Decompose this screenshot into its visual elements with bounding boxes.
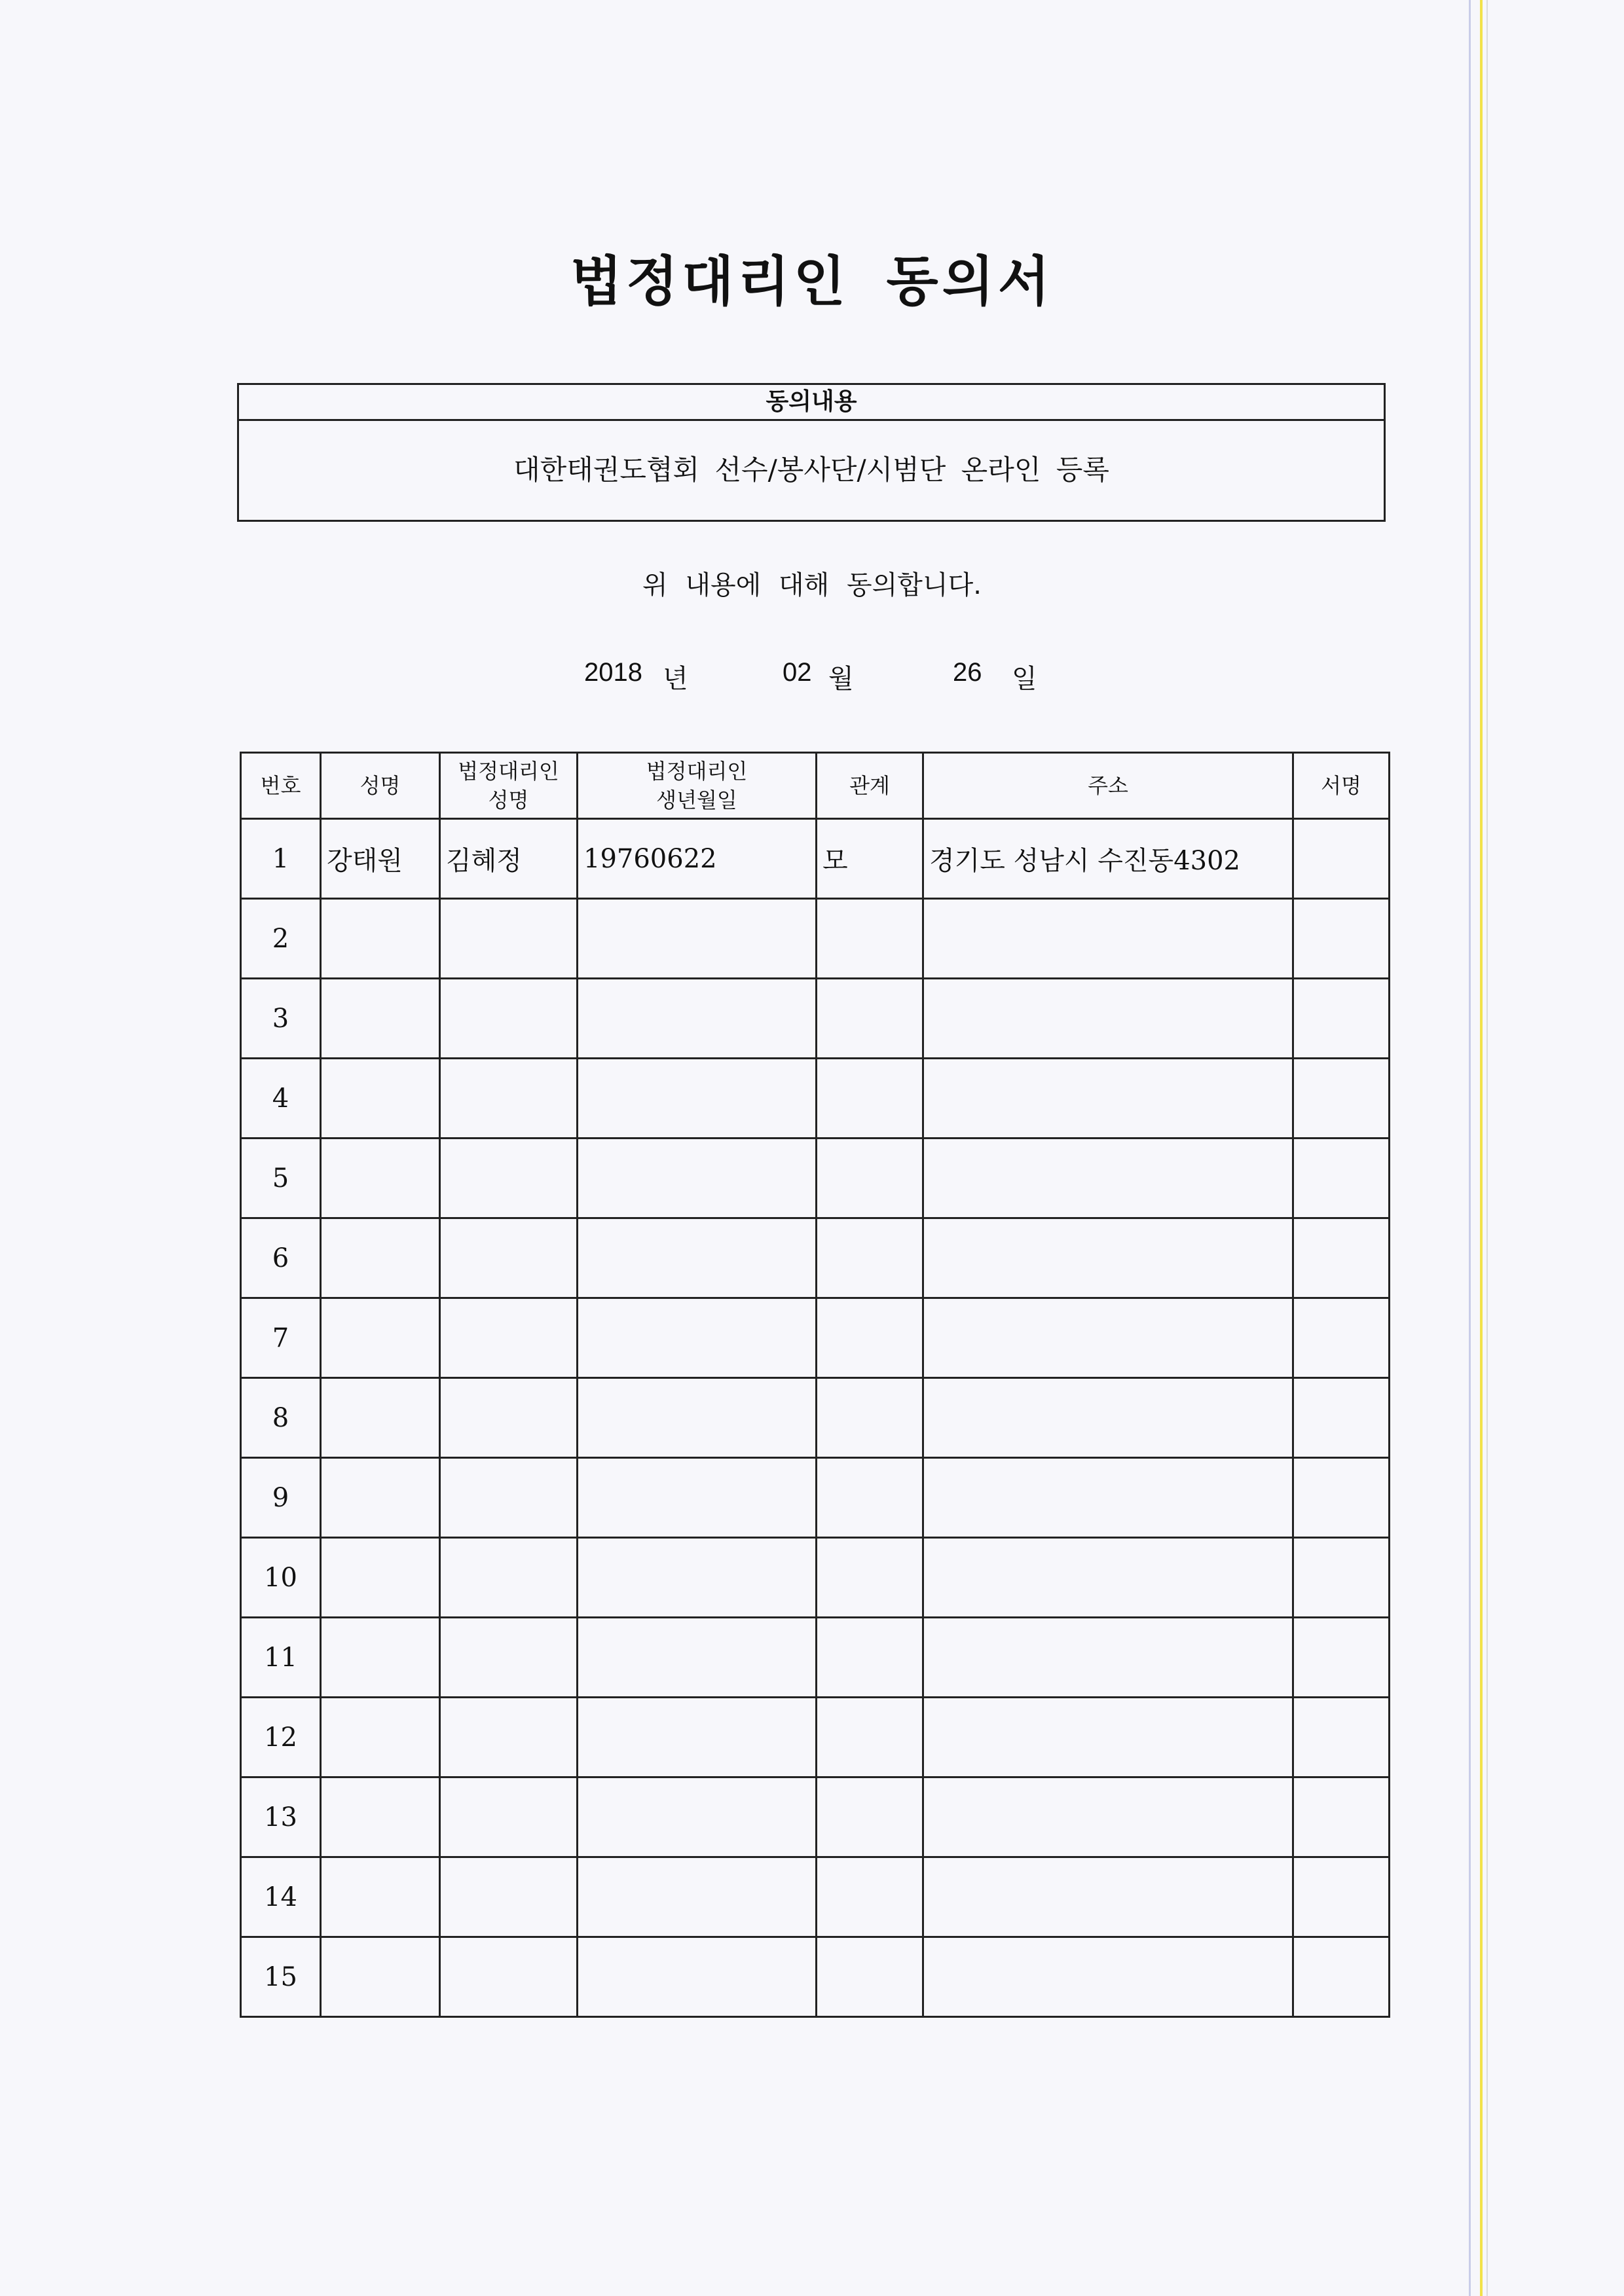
header-no: 번호 xyxy=(241,753,321,819)
cell-signature xyxy=(1293,1378,1390,1458)
cell-guardian-birth xyxy=(578,1458,817,1538)
cell-address xyxy=(923,1298,1293,1378)
cell-address xyxy=(923,1857,1293,1937)
guardian-roster-table xyxy=(240,752,1390,2018)
cell-address xyxy=(923,1139,1293,1218)
cell-relation xyxy=(817,1618,923,1698)
cell-no: 14 xyxy=(241,1857,321,1937)
cell-guardian-name xyxy=(440,1059,578,1139)
header-guardian-birth-line2: 생년월일 xyxy=(656,788,737,812)
header-signature: 서명 xyxy=(1293,753,1390,819)
cell-guardian-birth xyxy=(578,1698,817,1777)
cell-name xyxy=(321,979,440,1059)
header-name: 성명 xyxy=(321,753,440,819)
table-row xyxy=(241,1378,1390,1458)
cell-signature xyxy=(1293,899,1390,979)
document-title: 법정대리인 동의서 xyxy=(570,250,1054,313)
cell-address: 경기도 성남시 수진동4302 xyxy=(923,819,1293,899)
cell-name xyxy=(321,1698,440,1777)
cell-name xyxy=(321,899,440,979)
cell-guardian-name xyxy=(440,1538,578,1618)
cell-guardian-name xyxy=(440,1937,578,2017)
cell-address xyxy=(923,1777,1293,1857)
table-row xyxy=(241,1298,1390,1378)
table-row xyxy=(241,1538,1390,1618)
cell-relation xyxy=(817,899,923,979)
cell-relation xyxy=(817,1458,923,1538)
cell-signature xyxy=(1293,979,1390,1059)
cell-name xyxy=(321,1857,440,1937)
cell-no: 15 xyxy=(241,1937,321,2017)
date-year: 2018 xyxy=(584,658,642,687)
cell-name xyxy=(321,1059,440,1139)
cell-guardian-name xyxy=(440,1618,578,1698)
cell-name xyxy=(321,1538,440,1618)
date-year-unit: 년 xyxy=(663,665,688,693)
cell-address xyxy=(923,1538,1293,1618)
cell-no: 13 xyxy=(241,1777,321,1857)
table-row xyxy=(241,1139,1390,1218)
cell-guardian-birth xyxy=(578,979,817,1059)
cell-signature xyxy=(1293,1298,1390,1378)
date-month: 02 xyxy=(783,658,812,687)
cell-relation xyxy=(817,1777,923,1857)
cell-address xyxy=(923,1378,1293,1458)
cell-signature xyxy=(1293,1538,1390,1618)
cell-guardian-birth xyxy=(578,1777,817,1857)
cell-guardian-birth xyxy=(578,1618,817,1698)
cell-signature xyxy=(1293,1698,1390,1777)
table-row xyxy=(241,1777,1390,1857)
cell-address xyxy=(923,1618,1293,1698)
cell-guardian-name xyxy=(440,1139,578,1218)
header-guardian-name xyxy=(440,753,578,819)
cell-signature xyxy=(1293,1059,1390,1139)
cell-address xyxy=(923,1937,1293,2017)
scan-edge-line xyxy=(1469,0,1471,2296)
scan-edge-line xyxy=(1486,0,1488,2296)
cell-guardian-name xyxy=(440,1698,578,1777)
cell-signature xyxy=(1293,1857,1390,1937)
cell-name xyxy=(321,1458,440,1538)
cell-name xyxy=(321,1218,440,1298)
cell-relation xyxy=(817,1538,923,1618)
cell-guardian-name xyxy=(440,1298,578,1378)
cell-relation: 모 xyxy=(817,819,923,899)
cell-address xyxy=(923,1458,1293,1538)
cell-no: 12 xyxy=(241,1698,321,1777)
table-row xyxy=(241,819,1390,899)
cell-no: 3 xyxy=(241,979,321,1059)
cell-no: 1 xyxy=(241,819,321,899)
cell-guardian-name xyxy=(440,1857,578,1937)
cell-guardian-name xyxy=(440,1218,578,1298)
cell-guardian-birth xyxy=(578,1857,817,1937)
table-row xyxy=(241,979,1390,1059)
header-guardian-name-line2: 성명 xyxy=(488,788,529,812)
header-address: 주소 xyxy=(923,753,1293,819)
consent-header: 동의내용 xyxy=(239,385,1384,421)
table-header-row xyxy=(241,753,1390,819)
cell-guardian-birth xyxy=(578,899,817,979)
agreement-statement: 위 내용에 대해 동의합니다. xyxy=(642,570,982,600)
date-line xyxy=(0,658,1624,697)
cell-guardian-name xyxy=(440,1378,578,1458)
date-day-unit: 일 xyxy=(1012,665,1037,693)
cell-relation xyxy=(817,1298,923,1378)
date-day: 26 xyxy=(953,658,982,687)
cell-no: 5 xyxy=(241,1139,321,1218)
cell-guardian-name xyxy=(440,1777,578,1857)
cell-name xyxy=(321,1298,440,1378)
header-relation: 관계 xyxy=(817,753,923,819)
table-row xyxy=(241,899,1390,979)
cell-relation xyxy=(817,979,923,1059)
cell-guardian-name xyxy=(440,979,578,1059)
cell-no: 8 xyxy=(241,1378,321,1458)
cell-no: 7 xyxy=(241,1298,321,1378)
cell-relation xyxy=(817,1218,923,1298)
header-guardian-birth-line1: 법정대리인 xyxy=(646,759,748,784)
cell-no: 10 xyxy=(241,1538,321,1618)
cell-guardian-birth: 19760622 xyxy=(578,819,817,899)
table-row xyxy=(241,1937,1390,2017)
scan-edge-line xyxy=(1480,0,1483,2296)
cell-name xyxy=(321,1378,440,1458)
cell-signature xyxy=(1293,1777,1390,1857)
cell-signature xyxy=(1293,819,1390,899)
consent-body: 대한태권도협회 선수/봉사단/시범단 온라인 등록 xyxy=(513,454,1109,486)
cell-guardian-name xyxy=(440,899,578,979)
cell-name: 강태원 xyxy=(321,819,440,899)
cell-guardian-birth xyxy=(578,1937,817,2017)
cell-guardian-birth xyxy=(578,1139,817,1218)
cell-address xyxy=(923,1218,1293,1298)
table-row xyxy=(241,1857,1390,1937)
cell-address xyxy=(923,899,1293,979)
cell-guardian-birth xyxy=(578,1538,817,1618)
cell-signature xyxy=(1293,1218,1390,1298)
table-row xyxy=(241,1618,1390,1698)
cell-signature xyxy=(1293,1139,1390,1218)
cell-guardian-name: 김혜정 xyxy=(440,819,578,899)
cell-relation xyxy=(817,1139,923,1218)
table-body xyxy=(241,819,1390,2017)
table-row xyxy=(241,1458,1390,1538)
cell-name xyxy=(321,1937,440,2017)
cell-guardian-birth xyxy=(578,1218,817,1298)
header-guardian-birth xyxy=(578,753,817,819)
cell-relation xyxy=(817,1059,923,1139)
cell-address xyxy=(923,1059,1293,1139)
cell-no: 2 xyxy=(241,899,321,979)
cell-signature xyxy=(1293,1937,1390,2017)
cell-name xyxy=(321,1618,440,1698)
table-row xyxy=(241,1218,1390,1298)
cell-relation xyxy=(817,1698,923,1777)
cell-no: 11 xyxy=(241,1618,321,1698)
cell-signature xyxy=(1293,1618,1390,1698)
table-row xyxy=(241,1059,1390,1139)
cell-guardian-name xyxy=(440,1458,578,1538)
cell-name xyxy=(321,1139,440,1218)
cell-name xyxy=(321,1777,440,1857)
cell-no: 6 xyxy=(241,1218,321,1298)
cell-relation xyxy=(817,1857,923,1937)
cell-relation xyxy=(817,1378,923,1458)
cell-guardian-birth xyxy=(578,1378,817,1458)
cell-guardian-birth xyxy=(578,1298,817,1378)
cell-address xyxy=(923,979,1293,1059)
table-row xyxy=(241,1698,1390,1777)
header-guardian-name-line1: 법정대리인 xyxy=(458,759,559,784)
date-month-unit: 월 xyxy=(828,665,854,693)
consent-box xyxy=(237,383,1386,522)
cell-address xyxy=(923,1698,1293,1777)
cell-no: 4 xyxy=(241,1059,321,1139)
cell-relation xyxy=(817,1937,923,2017)
cell-guardian-birth xyxy=(578,1059,817,1139)
cell-no: 9 xyxy=(241,1458,321,1538)
cell-signature xyxy=(1293,1458,1390,1538)
